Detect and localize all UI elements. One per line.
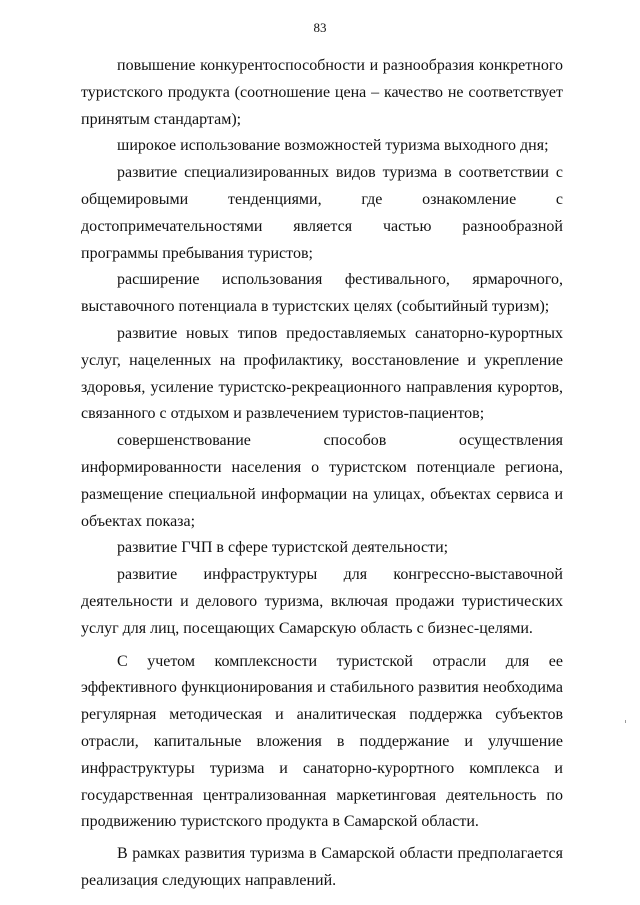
paragraph-sanatorium-services: развитие новых типов предоставляемых санаторно-курортных услуг, нацеленных на профилактику, восстановление и укрепление здоровья, усиление туристско-рекреационного направления курортов, связанного с отдыхом и развлечением туристов-пациентов;	[81, 324, 563, 423]
paragraph-specialized-tourism: развитие специализированных видов туризма в соответствии с общемировыми тенденциями, где ознакомление с достопримечательностями является частью разнообразной программы пребывания туристов;	[81, 164, 563, 262]
paragraph-directions-intro: В рамках развития туризма в Самарской области предполагается реализация следующих направлений.	[81, 845, 563, 889]
paragraph-industry-support: С учетом комплексности туристской отрасли для ее эффективного функционирования и стабильного развития необходима регулярная методическая и аналитическая поддержка субъектов отрасли, капитальные вложения в поддержание и улучшение инфраструктуры туризма и санаторно-курортного комплекса и государственная централизованная маркетинговая деятельность по продвижению туристского продукта в Самарской области.	[81, 652, 563, 831]
scan-speck	[625, 720, 626, 723]
page-number: 83	[313, 20, 327, 35]
paragraph-congress-infrastructure: развитие инфраструктуры для конгрессно-выставочной деятельности и делового туризма, включая продажи туристических услуг для лиц, посещающих Самарскую область с бизнес-целями.	[81, 566, 563, 637]
paragraph-competitiveness: повышение конкурентоспособности и разнообразия конкретного туристского продукта (соотношение цена – качество не соответствует принятым стандартам);	[81, 57, 563, 128]
paragraph-informing-population: совершенствование способов осуществления информированности населения о туристском потенциале региона, размещение специальной информации на улицах, объектах сервиса и объектах показа;	[81, 432, 563, 530]
body-text	[81, 53, 563, 895]
paragraph-ppp: развитие ГЧП в сфере туристской деятельности;	[117, 539, 449, 557]
paragraph-weekend-tourism: широкое использование возможностей туризма выходного дня;	[117, 137, 549, 155]
paragraph-event-tourism: расширение использования фестивального, ярмарочного, выставочного потенциала в туристских целях (событийный туризм);	[81, 271, 563, 316]
